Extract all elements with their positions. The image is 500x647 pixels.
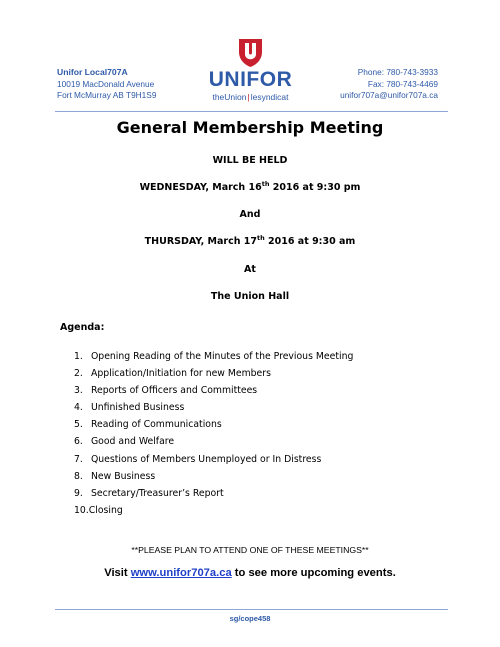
logo-tagline-left: theUnion (212, 92, 247, 102)
unifor-shield-icon (236, 37, 265, 68)
logo-wordmark: UNIFOR (208, 68, 293, 91)
agenda-item-number: 10. (74, 504, 89, 516)
visit-prefix: Visit (104, 567, 131, 579)
website-link[interactable]: www.unifor707a.ca (130, 567, 232, 579)
date-2-time: 2016 at 9:30 am (264, 236, 356, 247)
agenda-item (74, 365, 353, 382)
email-address: unifor707a@unifor707a.ca (340, 90, 438, 100)
agenda-item-number: 8. (74, 470, 83, 482)
fax-number: Fax: 780-743-4469 (367, 78, 438, 89)
agenda-item-number: 4. (74, 402, 83, 414)
agenda-item-number: 2. (74, 368, 83, 380)
agenda-item (74, 468, 353, 485)
letterhead-contact (340, 67, 438, 102)
agenda-item-text: New Business (90, 470, 156, 482)
agenda-item (74, 451, 353, 468)
logo-tagline-right: lesyndicat (250, 92, 289, 102)
footer-code: sg/cope458 (229, 614, 271, 623)
date-1-prefix: WEDNESDAY, March 16 (139, 182, 262, 193)
agenda-item-text: Opening Reading of the Minutes of the Previous Meeting (90, 351, 354, 362)
agenda-item-number: 6. (74, 436, 83, 448)
agenda-item-number: 9. (74, 487, 83, 499)
agenda-item (74, 416, 353, 433)
and-text: And (239, 209, 261, 220)
logo-tagline (203, 92, 298, 102)
footer-divider (55, 609, 448, 610)
agenda-item-number: 5. (74, 419, 83, 431)
will-be-held: WILL BE HELD (212, 155, 288, 166)
date-1-suffix-ordinal: th (261, 179, 270, 188)
header-divider (55, 111, 448, 112)
meeting-date-1 (0, 181, 500, 194)
agenda-item-text: Reading of Communications (90, 419, 222, 431)
phone-number: Phone: 780-743-3933 (357, 67, 438, 77)
agenda-item (74, 502, 353, 519)
agenda-item-text: Closing (88, 504, 123, 516)
meeting-location: The Union Hall (210, 291, 290, 302)
logo-tagline-separator: | (247, 92, 250, 102)
agenda-item-text: Questions of Members Unemployed or In Distress (90, 453, 322, 465)
agenda-item (74, 382, 353, 399)
date-1-time: 2016 at 9:30 pm (269, 182, 361, 193)
agenda-item-number: 3. (74, 385, 83, 397)
agenda-item-text: Reports of Officers and Committees (90, 385, 258, 397)
agenda-list (74, 348, 353, 519)
page-title: General Membership Meeting (116, 118, 384, 137)
visit-suffix: to see more upcoming events. (231, 567, 396, 579)
agenda-item (74, 485, 353, 502)
date-2-suffix-ordinal: th (257, 233, 265, 242)
agenda-heading: Agenda: (60, 322, 105, 333)
meeting-date-2 (0, 235, 500, 248)
agenda-item-number: 1. (74, 351, 83, 362)
address-line-2: Fort McMurray AB T9H1S9 (57, 90, 157, 100)
visit-website-line (0, 566, 500, 580)
org-name: Unifor Local707A (57, 67, 128, 77)
agenda-item-text: Good and Welfare (90, 436, 175, 448)
attendance-notice: **PLEASE PLAN TO ATTEND ONE OF THESE MEETINGS** (131, 545, 369, 555)
letterhead-address (57, 67, 156, 102)
agenda-item-text: Unfinished Business (90, 402, 185, 414)
agenda-item (74, 399, 353, 416)
agenda-item (74, 433, 353, 450)
agenda-item-text: Secretary/Treasurer’s Report (90, 487, 224, 499)
at-text: At (244, 264, 256, 275)
unifor-logo (203, 37, 298, 107)
agenda-item-number: 7. (74, 453, 83, 465)
agenda-item (74, 348, 353, 365)
address-line-1: 10019 MacDonald Avenue (57, 78, 155, 89)
agenda-item-text: Application/Initiation for new Members (90, 368, 271, 380)
date-2-prefix: THURSDAY, March 17 (144, 236, 257, 247)
